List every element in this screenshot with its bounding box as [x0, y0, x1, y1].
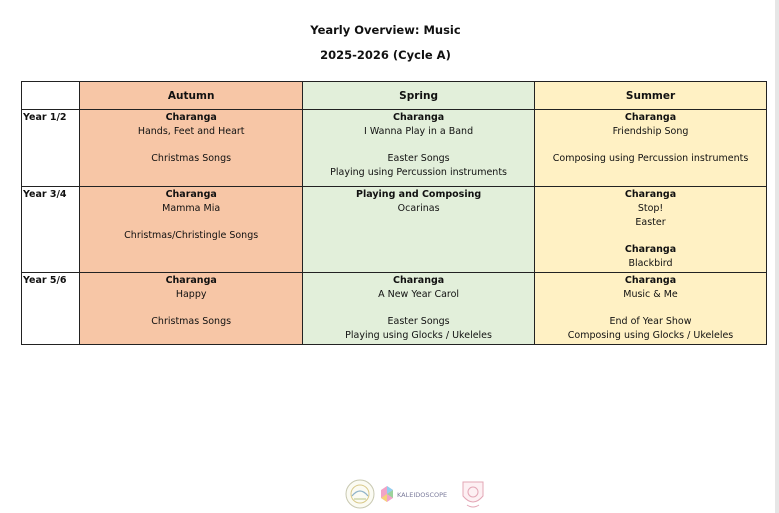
cell-line: Ocarinas: [397, 202, 440, 214]
cell-line: I Wanna Play in a Band: [364, 125, 474, 137]
school-crest-logo: [346, 480, 374, 508]
cell-line: Charanga: [165, 112, 217, 123]
cell-autumn: [80, 110, 303, 187]
kaleidoscope-logo: [381, 486, 447, 502]
cell-line: Charanga: [392, 112, 445, 123]
cell-line: Charanga: [624, 189, 677, 200]
school-shield-logo: [463, 482, 483, 507]
cell-summer: [535, 187, 767, 273]
year-label: Year 1/2: [22, 110, 80, 187]
cell-line: [303, 302, 534, 316]
cell-spring: [303, 110, 535, 187]
cell-line: Easter: [635, 216, 666, 228]
cell-line: Happy: [175, 288, 207, 300]
cell-line: Friendship Song: [612, 125, 689, 137]
cell-line: Playing using Percussion instruments: [330, 167, 507, 179]
header-summer: Summer: [535, 82, 767, 110]
cell-line: Composing using Glocks / Ukeleles: [567, 330, 734, 342]
page-edge: [775, 0, 779, 513]
cell-line: Charanga: [624, 275, 677, 286]
table-row: [22, 187, 767, 273]
cell-line: Christmas/Christingle Songs: [124, 230, 259, 242]
cell-line: Charanga: [165, 189, 217, 200]
cell-line: Easter Songs: [387, 153, 450, 165]
cell-line: Charanga: [392, 275, 445, 286]
cell-line: A New Year Carol: [378, 288, 460, 300]
music-overview-table: [21, 81, 767, 345]
cell-line: [535, 139, 766, 153]
cell-line: [303, 139, 534, 153]
cell-line: Charanga: [624, 244, 677, 256]
year-label: Year 3/4: [22, 187, 80, 273]
footer-logos: [343, 478, 493, 510]
cell-line: Charanga: [165, 275, 217, 286]
header-autumn: Autumn: [80, 82, 303, 110]
cell-spring: [303, 187, 535, 273]
cell-spring: [303, 273, 535, 345]
cell-line: Playing using Glocks / Ukeleles: [345, 330, 492, 342]
cell-autumn: [80, 187, 303, 273]
table-row: [22, 110, 767, 187]
cell-line: [80, 139, 302, 153]
cell-line: Christmas Songs: [151, 316, 232, 328]
cell-line: [535, 229, 766, 243]
cell-line: End of Year Show: [609, 316, 692, 328]
cell-line: [535, 302, 766, 316]
page-subtitle: 2025-2026 (Cycle A): [320, 48, 451, 62]
cell-line: Playing and Composing: [356, 189, 482, 200]
cell-line: Stop!: [637, 202, 664, 214]
svg-text:KALEIDOSCOPE: KALEIDOSCOPE: [397, 491, 448, 499]
cell-line: Charanga: [624, 112, 677, 123]
table-row: [22, 273, 767, 345]
cell-line: Christmas Songs: [151, 153, 232, 165]
cell-line: Composing using Percussion instruments: [552, 153, 749, 165]
page-title: Yearly Overview: Music: [310, 23, 461, 37]
year-label: Year 5/6: [22, 273, 80, 345]
cell-line: [80, 216, 302, 230]
cell-line: Easter Songs: [387, 316, 450, 328]
cell-line: Music & Me: [623, 288, 678, 300]
cell-summer: [535, 273, 767, 345]
cell-line: Mamma Mia: [162, 202, 221, 214]
table-header-row: [22, 82, 767, 110]
cell-autumn: [80, 273, 303, 345]
cell-line: Hands, Feet and Heart: [137, 125, 245, 137]
header-spring: Spring: [303, 82, 535, 110]
header-blank: [22, 82, 80, 110]
cell-line: Blackbird: [628, 257, 673, 269]
cell-summer: [535, 110, 767, 187]
cell-line: [80, 302, 302, 316]
